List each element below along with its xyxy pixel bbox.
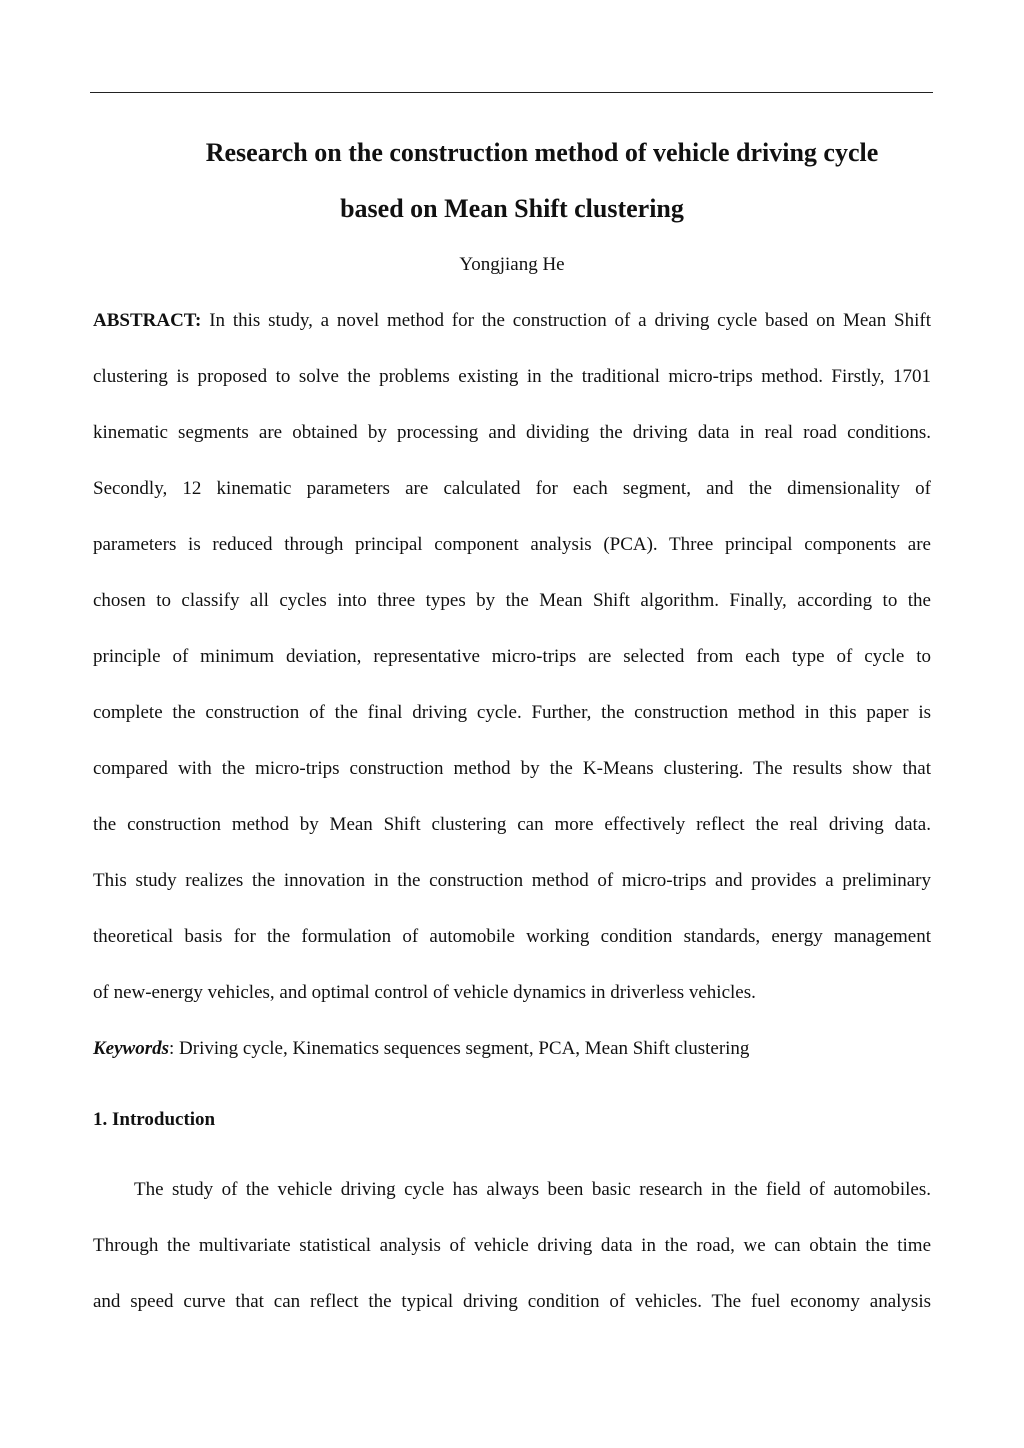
keywords — [93, 1021, 931, 1077]
text-line: Secondly, 12 kinematic parameters are calculated for each segment, and the dimensionality of — [93, 478, 931, 499]
text-line: This study realizes the innovation in the construction method of micro-trips and provides a preliminary — [93, 870, 931, 891]
text-line: theoretical basis for the formulation of automobile working condition standards, energy management — [93, 926, 931, 947]
section-heading: 1. Introduction — [93, 1109, 216, 1130]
abstract — [93, 293, 931, 1021]
text-line: the construction method by Mean Shift clustering can more effectively reflect the real driving data. — [93, 814, 931, 835]
keywords-text: : Driving cycle, Kinematics sequences segment, PCA, Mean Shift clustering — [169, 1038, 750, 1059]
title-line-1: Research on the construction method of vehicle driving cycle — [205, 138, 879, 167]
keywords-label: Keywords — [93, 1038, 169, 1059]
text-line: compared with the micro-trips construction method by the K-Means clustering. The results show that — [93, 758, 931, 779]
abstract-text: In this study, a novel method for the construction of a driving cycle based on Mean Shift — [201, 310, 931, 331]
text-line — [93, 293, 931, 349]
text-line: parameters is reduced through principal component analysis (PCA). Three principal components are — [93, 534, 931, 555]
header-rule — [90, 92, 933, 93]
abstract-label: ABSTRACT: — [93, 310, 202, 331]
paper-title — [0, 125, 1024, 237]
text-line: kinematic segments are obtained by processing and dividing the driving data in real road conditions. — [93, 422, 931, 443]
author: Yongjiang He — [459, 254, 565, 275]
text-line: and speed curve that can reflect the typical driving condition of vehicles. The fuel economy analysis — [93, 1291, 931, 1312]
text-line: The study of the vehicle driving cycle has always been basic research in the field of automobiles. — [134, 1179, 931, 1200]
text-line: principle of minimum deviation, representative micro-trips are selected from each type of cycle to — [93, 646, 931, 667]
text-line: complete the construction of the final driving cycle. Further, the construction method in this paper is — [93, 702, 931, 723]
title-line-2: based on Mean Shift clustering — [340, 194, 684, 223]
text-line: chosen to classify all cycles into three types by the Mean Shift algorithm. Finally, according to the — [93, 590, 931, 611]
text-line: of new-energy vehicles, and optimal control of vehicle dynamics in driverless vehicles. — [93, 982, 756, 1003]
text-line: clustering is proposed to solve the problems existing in the traditional micro-trips method. Firstly, 1701 — [93, 366, 931, 387]
introduction-paragraph — [93, 1162, 931, 1330]
text-line: Through the multivariate statistical analysis of vehicle driving data in the road, we can obtain the time — [93, 1235, 931, 1256]
